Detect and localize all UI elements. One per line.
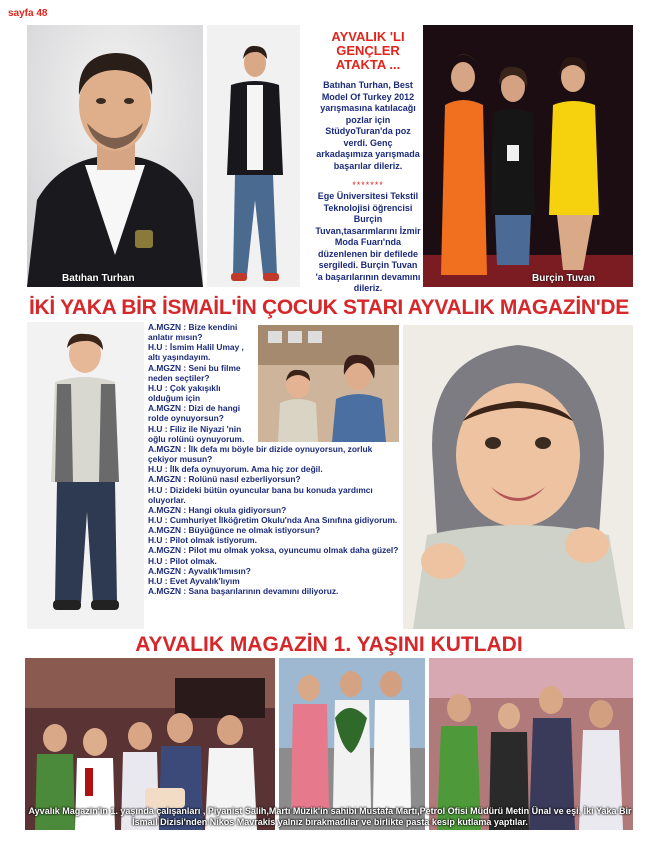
burcin-paragraph: Ege Üniversitesi Tekstil Teknolojisi öğrencisi Burçin Tuvan,tasarımlarını İzmir Moda Fuarı'nda düzenlenen bir defilede sergiledi. Burçin Tuvan 'a başarılarının devamını dileriz. bbox=[315, 191, 421, 293]
batihan-paragraph: Batıhan Turhan, Best Model Of Turkey 2012 yarışmasına katılacağı pozlar için StüdyoTuran'da poz verdi. Genç arkadaşımıza yarışmada başarılar dileriz. bbox=[316, 80, 420, 171]
burcin-caption: Burçin Tuvan bbox=[532, 273, 596, 284]
burcin-fashion-photo bbox=[423, 25, 633, 287]
interview-line: A.MGZN : Pilot mu olmak yoksa, oyuncumu olmak daha güzel? bbox=[148, 545, 399, 556]
interview-line: A.MGZN : Ayvalık'lımısın? bbox=[148, 565, 251, 576]
interview-line: A.MGZN : Bize kendini anlatır mısın? bbox=[148, 322, 238, 343]
celebration-group-photo-right bbox=[429, 658, 633, 830]
child-fullbody-photo bbox=[27, 322, 144, 629]
interview-line: A.MGZN : Rolünü nasıl ezberliyorsun? bbox=[148, 474, 301, 485]
section2-headline: İKİ YAKA BİR İSMAİL'İN ÇOCUK STARI AYVALIK MAGAZİN'DE bbox=[28, 296, 629, 319]
top-headline: AYVALIK 'LI GENÇLER ATAKTA ... bbox=[331, 29, 405, 72]
interview-line: A.MGZN : Hangi okula gidiyorsun? bbox=[148, 504, 287, 515]
interview-line: H.U : Filiz ile Niyazi 'nin oğlu rolünü oynuyorum. bbox=[148, 423, 245, 444]
section3-headline: AYVALIK MAGAZİN 1. YAŞINI KUTLADI bbox=[135, 633, 523, 656]
interview-line: H.U : Pilot olmak istiyorum. bbox=[148, 535, 257, 546]
interview-line: A.MGZN : İlk defa mı böyle bir dizide oynuyorsun, zorluk çekiyor musun? bbox=[148, 443, 373, 465]
batihan-fullbody-photo bbox=[207, 25, 300, 287]
stars-divider: ******* bbox=[352, 180, 384, 190]
celebration-group-photo-middle bbox=[279, 658, 425, 830]
batihan-portrait-photo bbox=[27, 25, 203, 287]
interview-line: H.U : İsmim Halil Umay , altı yaşındayım. bbox=[148, 342, 244, 363]
interview-line: A.MGZN : Seni bu filme neden seçtiler? bbox=[148, 362, 241, 383]
interview-line: H.U : Pilot olmak. bbox=[148, 555, 217, 566]
interview-line: H.U : Cumhuriyet İlköğretim Okulu'nda Ana Sınıfına gidiyorum. bbox=[148, 514, 398, 525]
interview-line: H.U : İlk defa oynuyorum. Ama hiç zor değil. bbox=[148, 464, 323, 475]
interview-line: A.MGZN : Dizi de hangi rolde oynuyorsun? bbox=[148, 403, 241, 424]
interview-line: H.U : Çok yakışıklı olduğum için bbox=[148, 382, 221, 404]
child-with-woman-photo bbox=[258, 325, 399, 442]
batihan-caption: Batıhan Turhan bbox=[62, 273, 135, 284]
celebration-group-photo-left bbox=[25, 658, 275, 830]
interview-line: A.MGZN : Sana başarılarının devamını diliyoruz. bbox=[148, 586, 339, 597]
interview-line: A.MGZN : Büyüğünce ne olmak istiyorsun? bbox=[148, 525, 321, 536]
page-number: sayfa 48 bbox=[8, 8, 48, 19]
interview-line: H.U : Dizideki bütün oyuncular bana bu konuda yardımcı oluyorlar. bbox=[148, 484, 373, 505]
interview-line: H.U : Evet Ayvalık'lıyım bbox=[148, 575, 240, 586]
bottom-caption: Ayvalık Magazin'in 1. yaşında çalışanları , Piyanist Salih,Martı Müzik'in sahibi Mustafa Martı,Petrol Ofisi Müdürü Metin Ünal ve eşi, İki Yaka Bir İsmail Dizisi'nden Nikos Mavrakis yalnız bırakmadılar ve birlikte pasta kesip kutlama yaptılar. bbox=[28, 806, 632, 827]
child-hood-photo bbox=[403, 325, 633, 629]
